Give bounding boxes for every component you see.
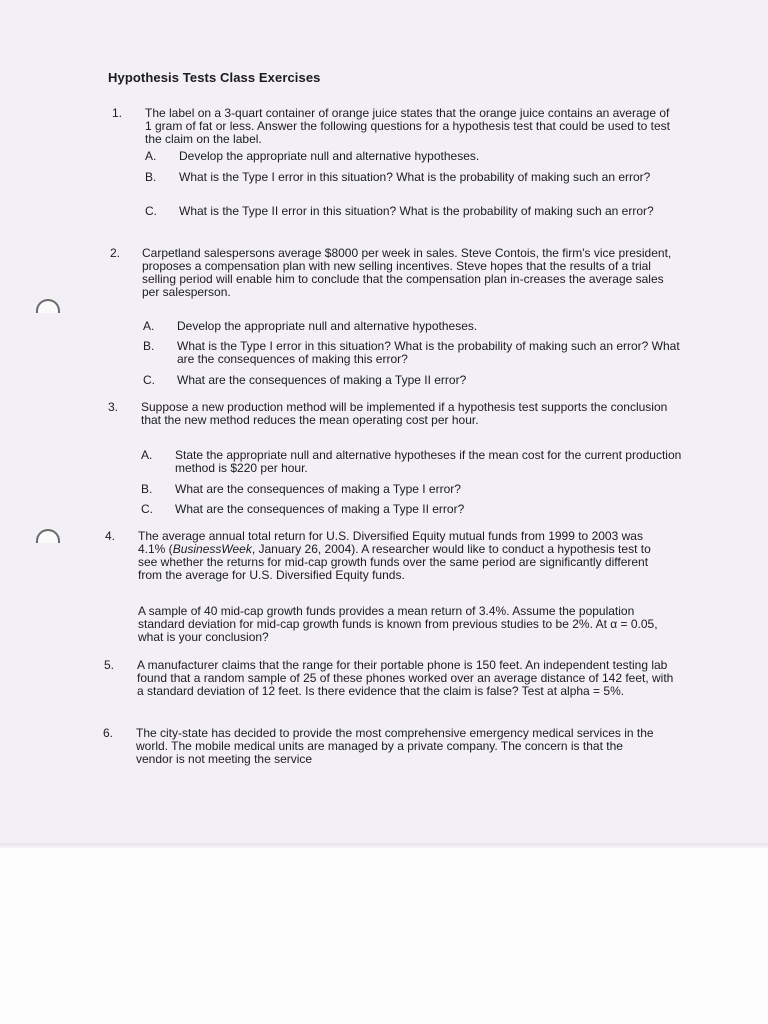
question-4-paragraph-2: A sample of 40 mid-cap growth funds provides a mean return of 3.4%. Assume the population standard deviation for mid-cap growth funds is known from previous studies to be 2%. At α = 0.05, what is your conclusion? bbox=[138, 604, 658, 644]
question-text: The label on a 3-quart container of orange juice states that the orange juice contains an average of 1 gram of fat or less. Answer the following questions for a hypothesis test that could be used to test the claim on the label. bbox=[145, 106, 670, 146]
question-number: 6. bbox=[103, 726, 114, 740]
page-title: Hypothesis Tests Class Exercises bbox=[108, 70, 321, 85]
question-text: Carpetland salespersons average $8000 per week in sales. Steve Contois, the firm's vice president, proposes a compensation plan with new selling incentives. Steve hopes that the results of a trial selling period will enable him to conclude that the compensation plan in-creases the average sales per salesperson. bbox=[142, 246, 672, 299]
paper-bottom-edge bbox=[0, 843, 768, 848]
question-number: 4. bbox=[105, 529, 116, 543]
question-number: 2. bbox=[110, 246, 121, 260]
question-number: 1. bbox=[112, 106, 123, 120]
question-number: 3. bbox=[108, 400, 119, 414]
question-number: 5. bbox=[104, 658, 115, 672]
question-text: The city-state has decided to provide the most comprehensive emergency medical services in the world. The mobile medical units are managed by a private company. The concern is that the vendor is not meeting the service bbox=[136, 726, 654, 766]
question-text: The average annual total return for U.S. Diversified Equity mutual funds from 1999 to 2003 was 4.1% (BusinessWeek, January 26, 2004). A researcher would like to conduct a hypothesis test to see whether the returns for mid-cap growth funds over the same period are significantly different from the average for U.S. Diversified Equity funds. bbox=[138, 529, 651, 582]
question-text: A manufacturer claims that the range for their portable phone is 150 feet. An independent testing lab found that a random sample of 25 of these phones worked over an average distance of 142 feet, with a standard deviation of 12 feet. Is there evidence that the claim is false? Test at alpha = 5%. bbox=[137, 658, 674, 698]
question-text: Suppose a new production method will be implemented if a hypothesis test supports the conclusion that the new method reduces the mean operating cost per hour. bbox=[141, 400, 668, 427]
